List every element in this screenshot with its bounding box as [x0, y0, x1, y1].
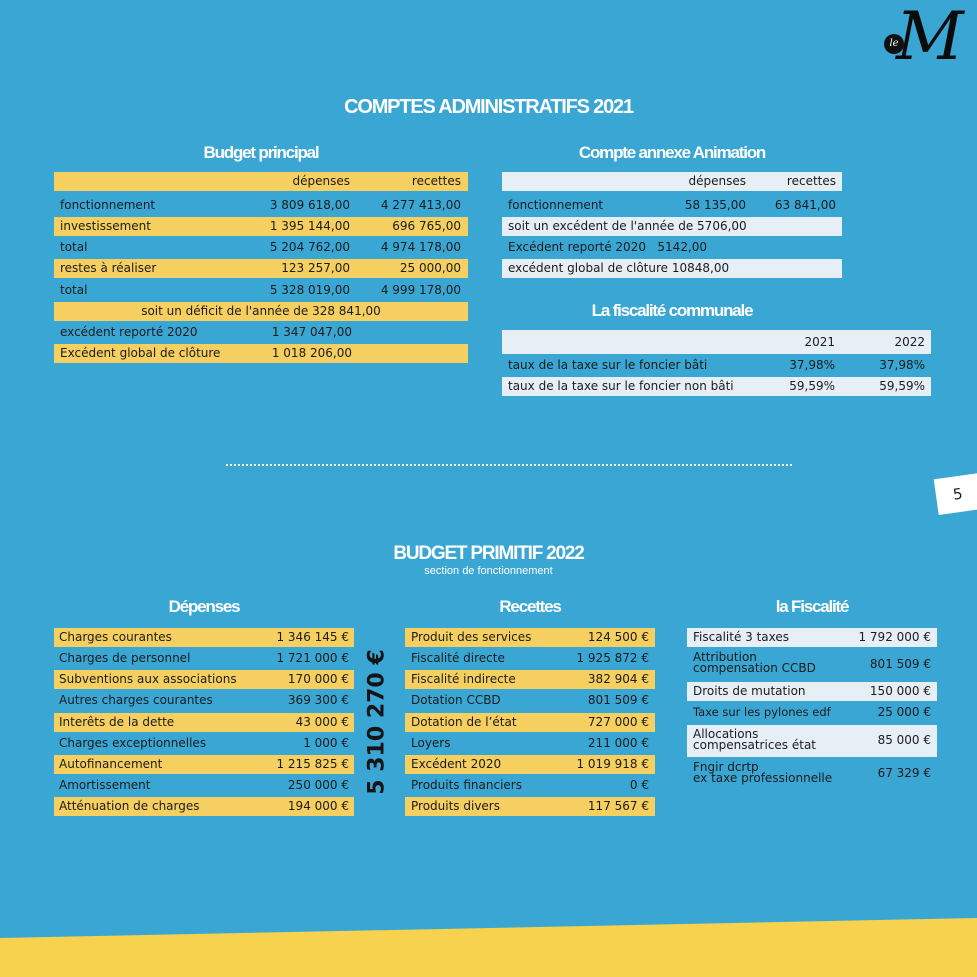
budget-principal-title: Budget principal [203, 143, 319, 162]
row-value: 369 300 € [287, 693, 349, 707]
row-depenses: 3 809 618,00 [269, 198, 350, 212]
row-value: 1 018 206,00 [271, 346, 352, 360]
row-value: 727 000 € [587, 715, 649, 729]
row-label: Autofinancement [59, 757, 163, 771]
table-row [687, 703, 937, 722]
row-label: fonctionnement [508, 198, 604, 212]
row-value-2021: 37,98% [789, 358, 835, 372]
table-row [687, 650, 937, 680]
row-label: taux de la taxe sur le foncier bâti [508, 358, 708, 372]
row-depenses: 5 328 019,00 [269, 283, 350, 297]
table-header [502, 172, 842, 191]
table-row [405, 713, 655, 732]
row-label [693, 652, 816, 674]
table-row [687, 759, 937, 789]
table-row [405, 755, 655, 774]
table-row [405, 734, 655, 753]
table-row [405, 628, 655, 647]
table-row [687, 628, 937, 647]
row-depenses: 123 257,00 [281, 261, 350, 275]
row-label: Dotation de l’état [411, 715, 517, 729]
row-label: Loyers [411, 736, 451, 750]
row-value: 1 792 000 € [858, 630, 931, 644]
logo-initial: M [896, 0, 964, 75]
row-label: Amortissement [59, 778, 151, 792]
row-label: Produits financiers [411, 778, 522, 792]
row-label: Droits de mutation [693, 684, 806, 698]
table-row [405, 649, 655, 668]
row-value: 150 000 € [869, 684, 931, 698]
row-label-line1: Allocations [693, 727, 759, 741]
row-label-line1: Attribution [693, 650, 757, 664]
table-row [54, 691, 354, 710]
animation-title: Compte annexe Animation [578, 143, 766, 162]
row-value: 211 000 € [587, 736, 649, 750]
row-depenses: 5 204 762,00 [269, 240, 350, 254]
deficit-row [54, 302, 468, 321]
table-row [54, 217, 468, 236]
row-label [693, 729, 816, 751]
row-value: 1 347 047,00 [271, 325, 352, 339]
table-row [54, 628, 354, 647]
row-value: 0 € [629, 778, 649, 792]
row-value: 1 215 825 € [276, 757, 349, 771]
comptes-title: COMPTES ADMINISTRATIFS 2021 [344, 96, 633, 118]
row-label: Interêts de la dette [59, 715, 175, 729]
fiscalite-communale-title: La fiscalité communale [591, 301, 753, 320]
row-value: 1 346 145 € [276, 630, 349, 644]
row-value-2021: 59,59% [789, 379, 835, 393]
row-label: Excédent 2020 [411, 757, 502, 771]
row-value: 85 000 € [877, 733, 931, 747]
budget-primitif-subtitle: section de fonctionnement [424, 565, 553, 577]
row-label: fonctionnement [60, 198, 156, 212]
recettes-title: Recettes [499, 597, 561, 616]
row-label: taux de la taxe sur le foncier non bâti [508, 379, 734, 393]
row-value: 170 000 € [287, 672, 349, 686]
row-value: 1 000 € [303, 736, 349, 750]
row-recettes: 4 999 178,00 [380, 283, 461, 297]
page-number: 5 [934, 473, 977, 515]
row-recettes: 4 974 178,00 [380, 240, 461, 254]
header-depenses: dépenses [688, 174, 746, 188]
table-row [54, 259, 468, 278]
row-value: 43 000 € [295, 715, 349, 729]
row-recettes: 63 841,00 [774, 198, 836, 212]
row-label: investissement [60, 219, 151, 233]
table-row [54, 196, 468, 215]
row-label: Fiscalité 3 taxes [693, 630, 790, 644]
row-label: Fiscalité indirecte [411, 672, 516, 686]
row-value: 194 000 € [287, 799, 349, 813]
row-label: Charges courantes [59, 630, 172, 644]
row-label: excédent reporté 2020 [60, 325, 198, 339]
row-value: 1 019 918 € [576, 757, 649, 771]
row-value: 67 329 € [877, 766, 931, 780]
table-row [502, 259, 842, 278]
row-label: total [60, 240, 88, 254]
row-value: 250 000 € [287, 778, 349, 792]
row-text: Excédent reporté 2020 5142,00 [508, 240, 708, 254]
table-row [54, 281, 468, 300]
row-label [693, 762, 832, 784]
row-label: Charges de personnel [59, 651, 191, 665]
table-row [54, 734, 354, 753]
header-recettes: recettes [786, 174, 836, 188]
table-row [502, 356, 931, 375]
row-label-line2: compensatrices état [693, 738, 817, 752]
table-row [54, 776, 354, 795]
header-depenses: dépenses [292, 174, 350, 188]
table-row [405, 776, 655, 795]
dotted-separator [226, 464, 792, 466]
row-label: Atténuation de charges [59, 799, 200, 813]
excedent-global-row [54, 344, 468, 363]
row-value: 117 567 € [587, 799, 649, 813]
row-label: total [60, 283, 88, 297]
row-text: soit un excédent de l'année de 5706,00 [508, 219, 747, 233]
table-row [502, 238, 842, 257]
header-recettes: recettes [411, 174, 461, 188]
row-label: Produit des services [411, 630, 532, 644]
deficit-text: soit un déficit de l'année de 328 841,00 [141, 304, 381, 318]
row-value-2022: 37,98% [879, 358, 925, 372]
depenses-title: Dépenses [168, 597, 240, 616]
row-recettes: 25 000,00 [399, 261, 461, 275]
row-value: 801 509 € [587, 693, 649, 707]
excedent-reporte-row [54, 323, 468, 342]
table-row [54, 797, 354, 816]
table-row [502, 377, 931, 396]
row-label: Excédent global de clôture [60, 346, 221, 360]
table-row [502, 196, 842, 215]
row-label: Subventions aux associations [59, 672, 237, 686]
row-label-line1: Fngir dcrtp [693, 760, 759, 774]
table-row [405, 691, 655, 710]
row-label: restes à réaliser [60, 261, 157, 275]
row-recettes: 696 765,00 [392, 219, 461, 233]
table-header [54, 172, 468, 191]
budget-total: 5 310 270 € [364, 649, 390, 795]
table-header [502, 330, 931, 354]
table-row [687, 725, 937, 757]
row-label: Produits divers [411, 799, 500, 813]
header-year-2022: 2022 [894, 335, 925, 349]
table-row [54, 713, 354, 732]
row-value: 801 509 € [869, 657, 931, 671]
row-value: 124 500 € [587, 630, 649, 644]
table-row [502, 217, 842, 236]
row-value: 25 000 € [877, 705, 931, 719]
row-depenses: 58 135,00 [684, 198, 746, 212]
table-row [54, 670, 354, 689]
row-recettes: 4 277 413,00 [380, 198, 461, 212]
row-label: Charges exceptionnelles [59, 736, 207, 750]
row-value-2022: 59,59% [879, 379, 925, 393]
logo-badge: le [884, 34, 904, 54]
budget-primitif-title: BUDGET PRIMITIF 2022 [393, 543, 584, 564]
header-year-2021: 2021 [804, 335, 835, 349]
row-label-line2: ex taxe professionnelle [693, 771, 833, 785]
row-depenses: 1 395 144,00 [269, 219, 350, 233]
table-row [54, 238, 468, 257]
table-row [405, 797, 655, 816]
row-label: Dotation CCBD [411, 693, 501, 707]
table-row [687, 682, 937, 701]
row-text: excédent global de clôture 10848,00 [508, 261, 730, 275]
table-row [54, 649, 354, 668]
row-label: Fiscalité directe [411, 651, 505, 665]
row-label-line2: compensation CCBD [693, 661, 816, 675]
logo [884, 0, 966, 75]
table-row [405, 670, 655, 689]
row-value: 382 904 € [587, 672, 649, 686]
fiscalite-title: la Fiscalité [775, 597, 849, 616]
row-value: 1 925 872 € [576, 651, 649, 665]
row-label: Taxe sur les pylones edf [693, 705, 831, 719]
row-label: Autres charges courantes [59, 693, 213, 707]
row-value: 1 721 000 € [276, 651, 349, 665]
table-row [54, 755, 354, 774]
